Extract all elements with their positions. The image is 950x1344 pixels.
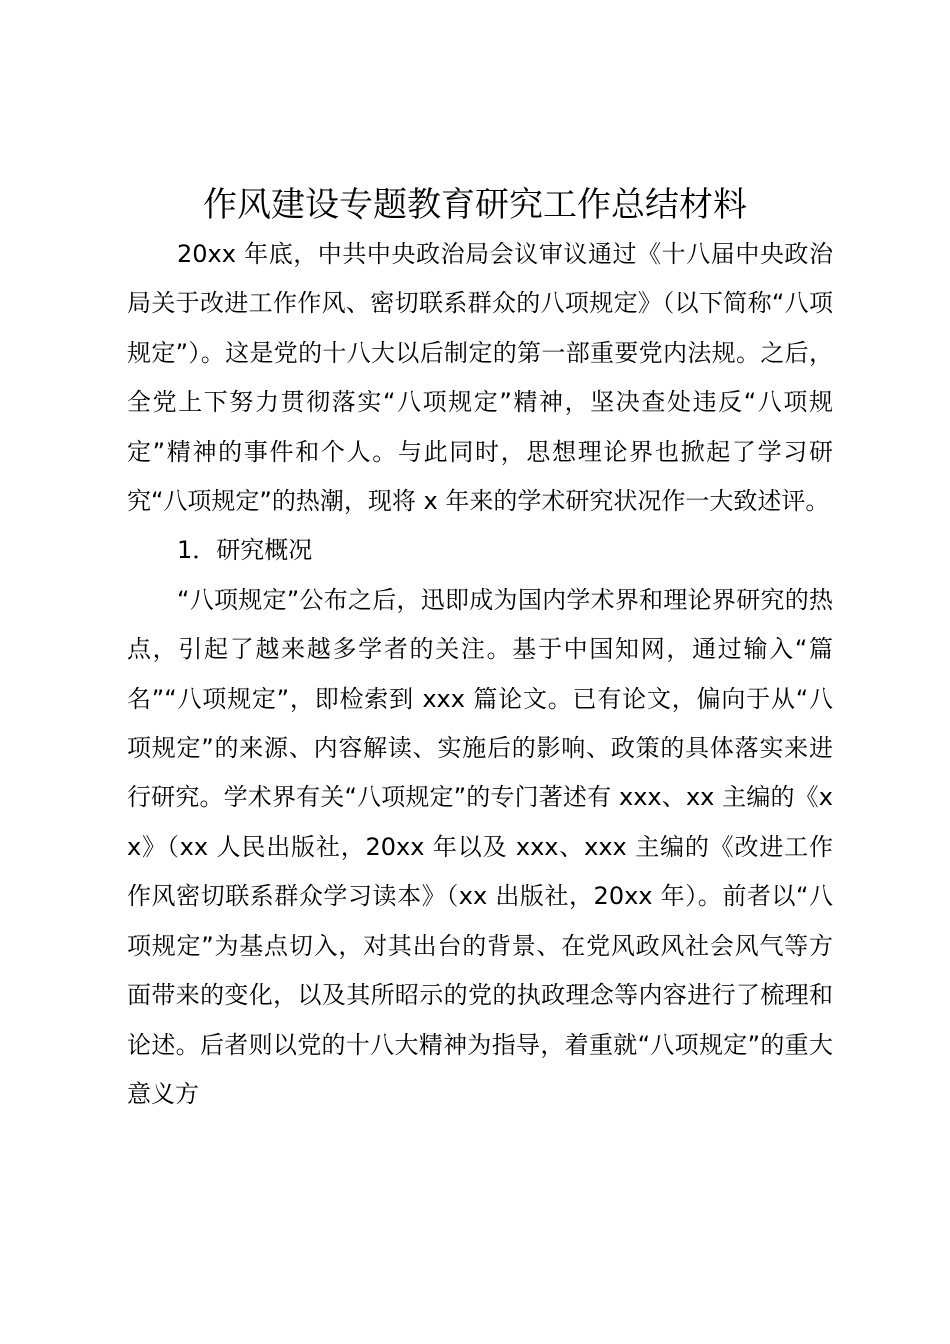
document-title: 作风建设专题教育研究工作总结材料: [203, 185, 747, 225]
paragraph-intro: 20xx 年底，中共中央政治局会议审议通过《十八届中央政治局关于改进工作作风、密切联系群众的八项规定》（以下简称“八项规定”）。这是党的十八大以后制定的第一部重要党内法规。之后，全党上下努力贯彻落实“八项规定”精神，坚决查处违反“八项规定”精神的事件和个人。与此同时，思想理论界也掀起了学习研究“八项规定”的热潮，现将 x 年来的学术研究状况作一大致述评。: [127, 240, 833, 516]
paragraph-overview: “八项规定”公布之后，迅即成为国内学术界和理论界研究的热点，引起了越来越多学者的关注。基于中国知网，通过输入“篇名”“八项规定”，即检索到 xxx 篇论文。已有论文，偏向于从“八项规定”的来源、内容解读、实施后的影响、政策的具体落实来进行研究。学术界有关“八项规定”的专门著述有 xxx、xx 主编的《xx》（xx 人民出版社，20xx 年以及 xxx、xxx 主编的《改进工作作风密切联系群众学习读本》（xx 出版社，20xx 年）。前者以“八项规定”为基点切入，对其出台的背景、在党风政风社会风气等方面带来的变化，以及其所昭示的党的执政理念等内容进行了梳理和论述。后者则以党的十八大精神为指导，着重就“八项规定”的重大意义方: [127, 585, 833, 1108]
document-body: [127, 230, 833, 1119]
section-heading: 1．研究概况: [177, 536, 313, 565]
